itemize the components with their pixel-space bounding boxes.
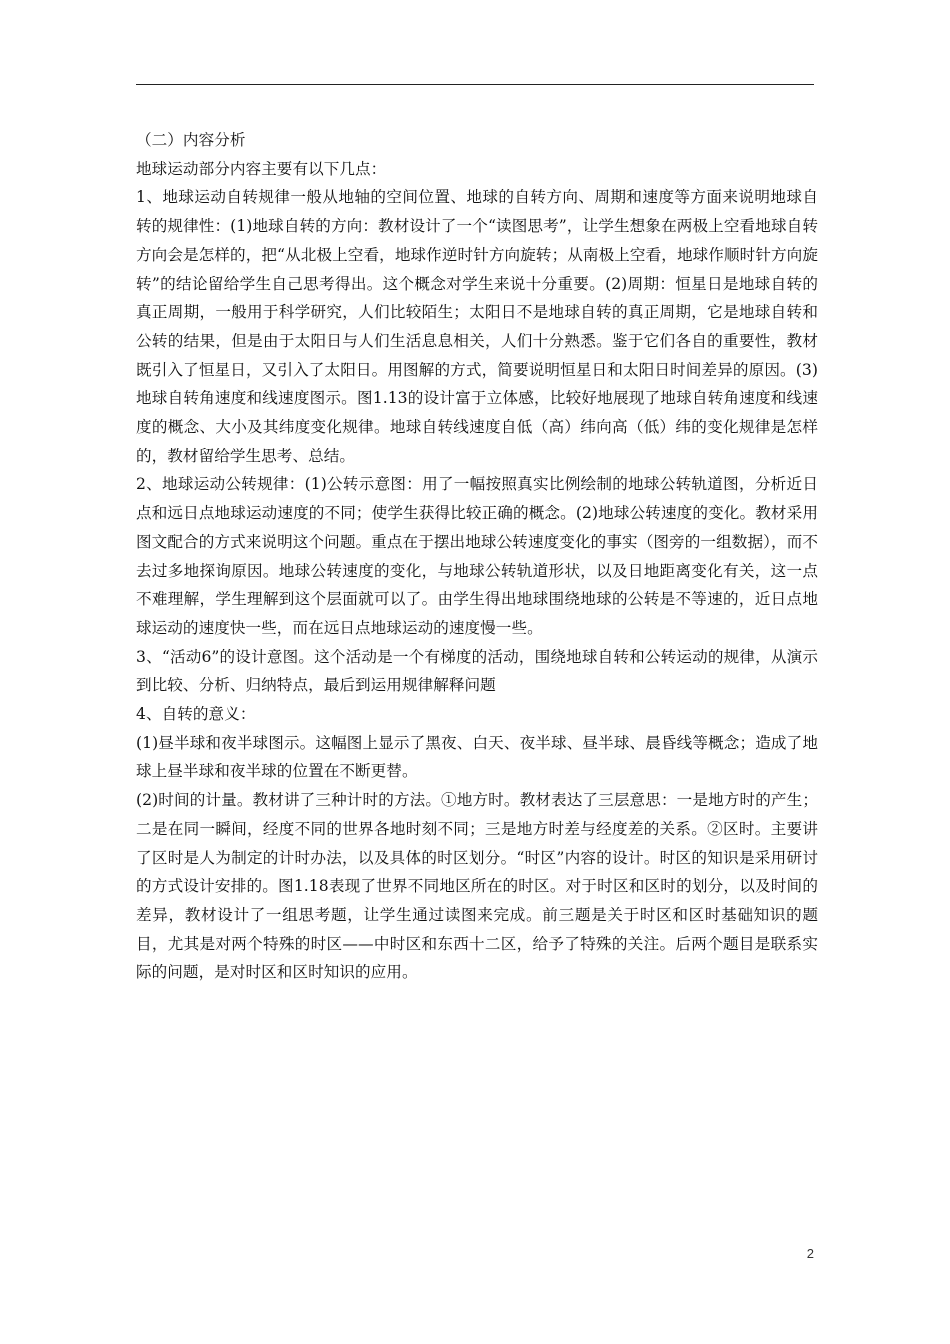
document-body (136, 126, 818, 987)
paragraph-day-night-hemispheres: (1)昼半球和夜半球图示。这幅图上显示了黑夜、白天、夜半球、昼半球、晨昏线等概念；造成了地球上昼半球和夜半球的位置在不断更替。 (136, 733, 818, 781)
paragraph-time-measurement: (2)时间的计量。教材讲了三种计时的方法。①地方时。教材表达了三层意思：一是地方时的产生；二是在同一瞬间，经度不同的世界各地时刻不同；三是地方时差与经度差的关系。②区时。主要讲了区时是人为制定的计时办法，以及具体的时区划分。“时区”内容的设计。时区的知识是采用研讨的方式设计安排的。图1.18表现了世界不同地区所在的时区。对于时区和区时的划分，以及时间的差异，教材设计了一组思考题，让学生通过读图来完成。前三题是关于时区和区时基础知识的题目，尤其是对两个特殊的时区——中时区和东西十二区，给予了特殊的关注。后两个题目是联系实际的问题，是对时区和区时知识的应用。 (136, 791, 818, 982)
section-heading: （二）内容分析 (136, 131, 246, 149)
paragraph-activity-6: 3、“活动6”的设计意图。这个活动是一个有梯度的活动，围绕地球自转和公转运动的规律，从演示到比较、分析、归纳特点，最后到运用规律解释问题 (136, 647, 818, 695)
paragraph-rotation-rules: 1、地球运动自转规律一般从地轴的空间位置、地球的自转方向、周期和速度等方面来说明地球自转的规律性：(1)地球自转的方向：教材设计了一个“读图思考”，让学生想象在两极上空看地球自转方向会是怎样的，把“从北极上空看，地球作逆时针方向旋转；从南极上空看，地球作顺时针方向旋转”的结论留给学生自己思考得出。这个概念对学生来说十分重要。(2)周期：恒星日是地球自转的真正周期，一般用于科学研究，人们比较陌生；太阳日不是地球自转的真正周期，它是地球自转和公转的结果，但是由于太阳日与人们生活息息相关，人们十分熟悉。鉴于它们各自的重要性，教材既引入了恒星日，又引入了太阳日。用图解的方式，简要说明恒星日和太阳日时间差异的原因。(3)地球自转角速度和线速度图示。图1.13的设计富于立体感，比较好地展现了地球自转角速度和线速度的概念、大小及其纬度变化规律。地球自转线速度自低（高）纬向高（低）纬的变化规律是怎样的，教材留给学生思考、总结。 (136, 188, 818, 465)
paragraph-revolution-rules: 2、地球运动公转规律：(1)公转示意图：用了一幅按照真实比例绘制的地球公转轨道图，分析近日点和远日点地球运动速度的不同；使学生获得比较正确的概念。(2)地球公转速度的变化。教材采用图文配合的方式来说明这个问题。重点在于摆出地球公转速度变化的事实（图旁的一组数据），而不去过多地探询原因。地球公转速度的变化，与地球公转轨道形状，以及日地距离变化有关，这一点不难理解，学生理解到这个层面就可以了。由学生得出地球围绕地球的公转是不等速的，近日点地球运动的速度快一些，而在远日点地球运动的速度慢一些。 (136, 475, 818, 637)
paragraph-rotation-significance-heading: 4、自转的意义： (136, 705, 256, 724)
header-rule (136, 84, 814, 85)
page-number: 2 (806, 1246, 814, 1261)
intro-paragraph: 地球运动部分内容主要有以下几点： (136, 159, 387, 178)
